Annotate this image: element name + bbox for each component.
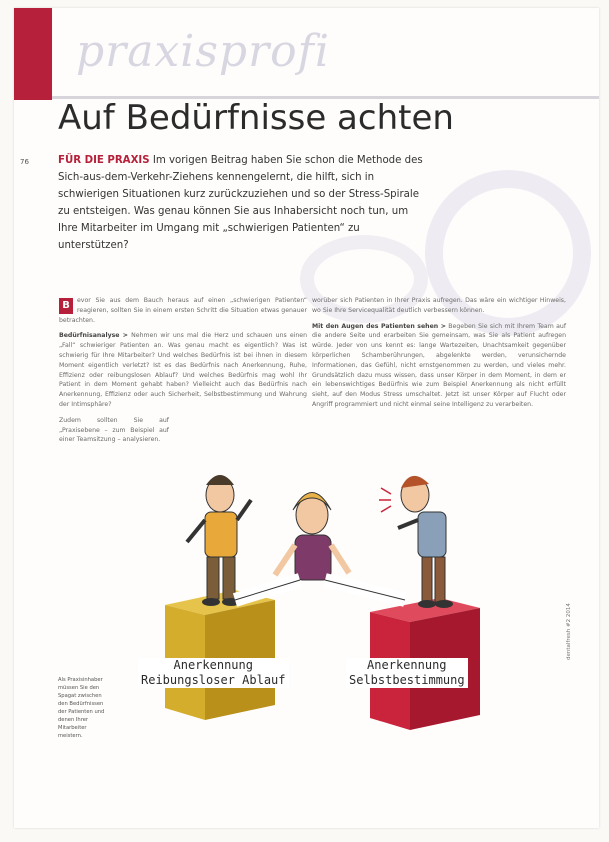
page-number: 76 bbox=[20, 158, 29, 166]
label-line: Reibungsloser Ablauf bbox=[141, 673, 286, 687]
section-brand: praxisprofi bbox=[76, 26, 330, 77]
figure-caption: Als Praxisinhaber müssen Sie den Spagat zwischen den Bedürfnissen der Patienten und denen Ihrer Mitarbeiter meistern. bbox=[58, 677, 105, 739]
label-line: Selbstbestimmung bbox=[349, 673, 465, 687]
side-note: dentalfresh #2 2014 bbox=[566, 603, 572, 660]
lead-kicker: FÜR DIE PRAXIS bbox=[58, 155, 150, 166]
section-heading: Bedürfnisanalyse > bbox=[59, 332, 128, 340]
text-column-1 bbox=[59, 296, 307, 451]
left-pedestal bbox=[165, 590, 275, 720]
drop-cap: B bbox=[59, 298, 73, 314]
column-closing: Zudem sollten Sie auf „Praxisebene – zum Beispiel auf einer Teamsitzung – analysieren. bbox=[59, 416, 169, 444]
lead-text: Im vorigen Beitrag haben Sie schon die Methode des Sich-aus-dem-Verkehr-Ziehens kennengelernt, die hilft, sich in schwierigen Situationen kurz zurückzuziehen und so der Stress-Spirale zu entsteigen. Was genau können Sie aus Inhabersicht noch tun, um Ihre Mitarbeiter im Umgang mit „schwierigen Patienten“ zu unterstützen? bbox=[58, 155, 423, 251]
article-title: Auf Bedürfnisse achten bbox=[58, 98, 454, 138]
man-figure-left bbox=[187, 475, 251, 606]
article-lead bbox=[58, 152, 423, 254]
illustration bbox=[115, 450, 555, 780]
column-intro: evor Sie aus dem Bauch heraus auf einen „schwierigen Patienten“ reagieren, sollten Sie in einem ersten Schritt die Situation etwas genauer betrachten. bbox=[59, 297, 307, 324]
label-right-pedestal bbox=[346, 658, 468, 688]
man-figure-right bbox=[379, 476, 453, 608]
label-left-pedestal bbox=[138, 658, 289, 688]
section-text: Nehmen wir uns mal die Herz und schauen uns einen „Fall“ schwieriger Patienten an. Was genau macht es eigentlich? Was ist schwierig für Ihre Mitarbeiter? Und welches Bedürfnis ist bei ihnen in diesem Moment eigentlich verletzt? Ist es das Bedürfnis nach Anerkennung, Ruhe, Effizienz oder reibungslosen Ablauf? Und welches Bedürfnis mag wohl Ihr Patient in dem Moment gehabt haben? Vielleicht auch das Bedürfnis nach Anerkennung, Effizienz oder auch Sicherheit, Selbstbestimmung und Wahrung der Intimsphäre? bbox=[59, 332, 308, 408]
label-line: Anerkennung bbox=[367, 658, 447, 672]
label-line: Anerkennung bbox=[173, 658, 253, 672]
column-intro: worüber sich Patienten in Ihrer Praxis aufregen. Das wäre ein wichtiger Hinweis, wo Sie Ihre Servicequalität deutlich verbessern können. bbox=[312, 297, 566, 314]
red-accent-bar bbox=[14, 8, 52, 100]
woman-figure-center bbox=[235, 493, 405, 601]
section-text: Begeben Sie sich mit Ihrem Team auf die andere Seite und erarbeiten Sie gemeinsam, was Sie als Patient aufregen würde. Jeder von uns kennt es: lange Wartezeiten, Unachtsamkeit gegenüber körperlichen Schamberührungen, abgelenkte werden, verunsichernde Informationen, das Gefühl, nicht ernstgenommen zu werden, und vieles mehr. Grundsätzlich dazu muss wissen, dass unser Körper in dem Moment, in dem er ein lebenswichtiges Bedürfnis wie zum Beispiel Anerkennung als nicht erfüllt sieht, auf den Modus Stress umschaltet. Jetzt ist unser Körper auf Flucht oder Angriff programmiert und nicht einmal seine Intelligenz zu verarbeiten. bbox=[312, 322, 566, 408]
text-column-2 bbox=[312, 296, 566, 416]
section-heading: Mit den Augen des Patienten sehen > bbox=[312, 322, 446, 330]
